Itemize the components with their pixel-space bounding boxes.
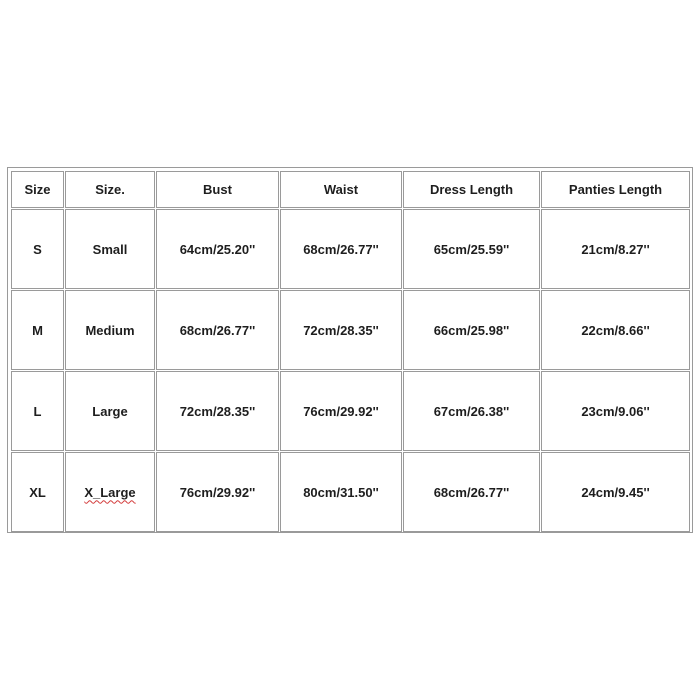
cell-panties-length-text: 22cm/8.66'' <box>581 322 650 338</box>
header-waist-text: Waist <box>323 182 359 197</box>
cell-size <box>11 290 64 370</box>
cell-waist-text: 76cm/29.92'' <box>303 403 379 419</box>
cell-waist <box>280 452 402 532</box>
cell-bust <box>156 290 279 370</box>
cell-waist <box>280 371 402 451</box>
cell-size-text: S <box>33 241 42 257</box>
cell-waist <box>280 290 402 370</box>
cell-panties-length-text: 21cm/8.27'' <box>581 241 650 257</box>
cell-waist-text: 72cm/28.35'' <box>303 322 379 338</box>
cell-bust <box>156 209 279 289</box>
header-size-name <box>65 171 155 208</box>
cell-size-name <box>65 290 155 370</box>
cell-panties-length <box>541 290 690 370</box>
cell-size-name-text: Small <box>92 241 128 257</box>
header-dress-length <box>403 171 540 208</box>
cell-waist-text: 68cm/26.77'' <box>303 241 379 257</box>
cell-size-text: XL <box>29 484 46 500</box>
cell-size-text: M <box>32 322 43 338</box>
cell-size-name-text: X_Large <box>84 484 136 500</box>
cell-dress-length <box>403 371 540 451</box>
cell-dress-length-text: 68cm/26.77'' <box>433 484 510 500</box>
cell-bust-text: 72cm/28.35'' <box>179 403 256 419</box>
cell-size <box>11 371 64 451</box>
cell-dress-length <box>403 290 540 370</box>
cell-dress-length <box>403 452 540 532</box>
cell-size-name <box>65 209 155 289</box>
header-size-text: Size <box>24 182 51 197</box>
cell-size <box>11 209 64 289</box>
cell-bust-text: 64cm/25.20'' <box>179 241 256 257</box>
cell-dress-length-text: 65cm/25.59'' <box>433 241 510 257</box>
cell-bust-text: 76cm/29.92'' <box>179 484 256 500</box>
cell-size-name <box>65 371 155 451</box>
cell-size-name-text: Medium <box>85 322 135 338</box>
cell-size-name-text: Large <box>92 403 128 419</box>
cell-dress-length-text: 66cm/25.98'' <box>433 322 510 338</box>
cell-bust <box>156 452 279 532</box>
size-chart-table <box>7 167 693 533</box>
cell-size-name <box>65 452 155 532</box>
header-panties-length <box>541 171 690 208</box>
header-dress-length-text: Dress Length <box>429 182 514 197</box>
cell-waist <box>280 209 402 289</box>
cell-panties-length <box>541 452 690 532</box>
cell-bust <box>156 371 279 451</box>
cell-panties-length <box>541 209 690 289</box>
cell-panties-length-text: 24cm/9.45'' <box>581 484 650 500</box>
header-size-name-text: Size. <box>95 182 125 197</box>
cell-waist-text: 80cm/31.50'' <box>303 484 379 500</box>
header-size <box>11 171 64 208</box>
header-bust <box>156 171 279 208</box>
header-bust-text: Bust <box>203 182 232 197</box>
header-panties-length-text: Panties Length <box>568 182 663 197</box>
cell-dress-length-text: 67cm/26.38'' <box>433 403 510 419</box>
cell-dress-length <box>403 209 540 289</box>
cell-panties-length-text: 23cm/9.06'' <box>581 403 650 419</box>
cell-size <box>11 452 64 532</box>
header-waist <box>280 171 402 208</box>
cell-bust-text: 68cm/26.77'' <box>179 322 256 338</box>
cell-panties-length <box>541 371 690 451</box>
cell-size-text: L <box>33 403 42 419</box>
